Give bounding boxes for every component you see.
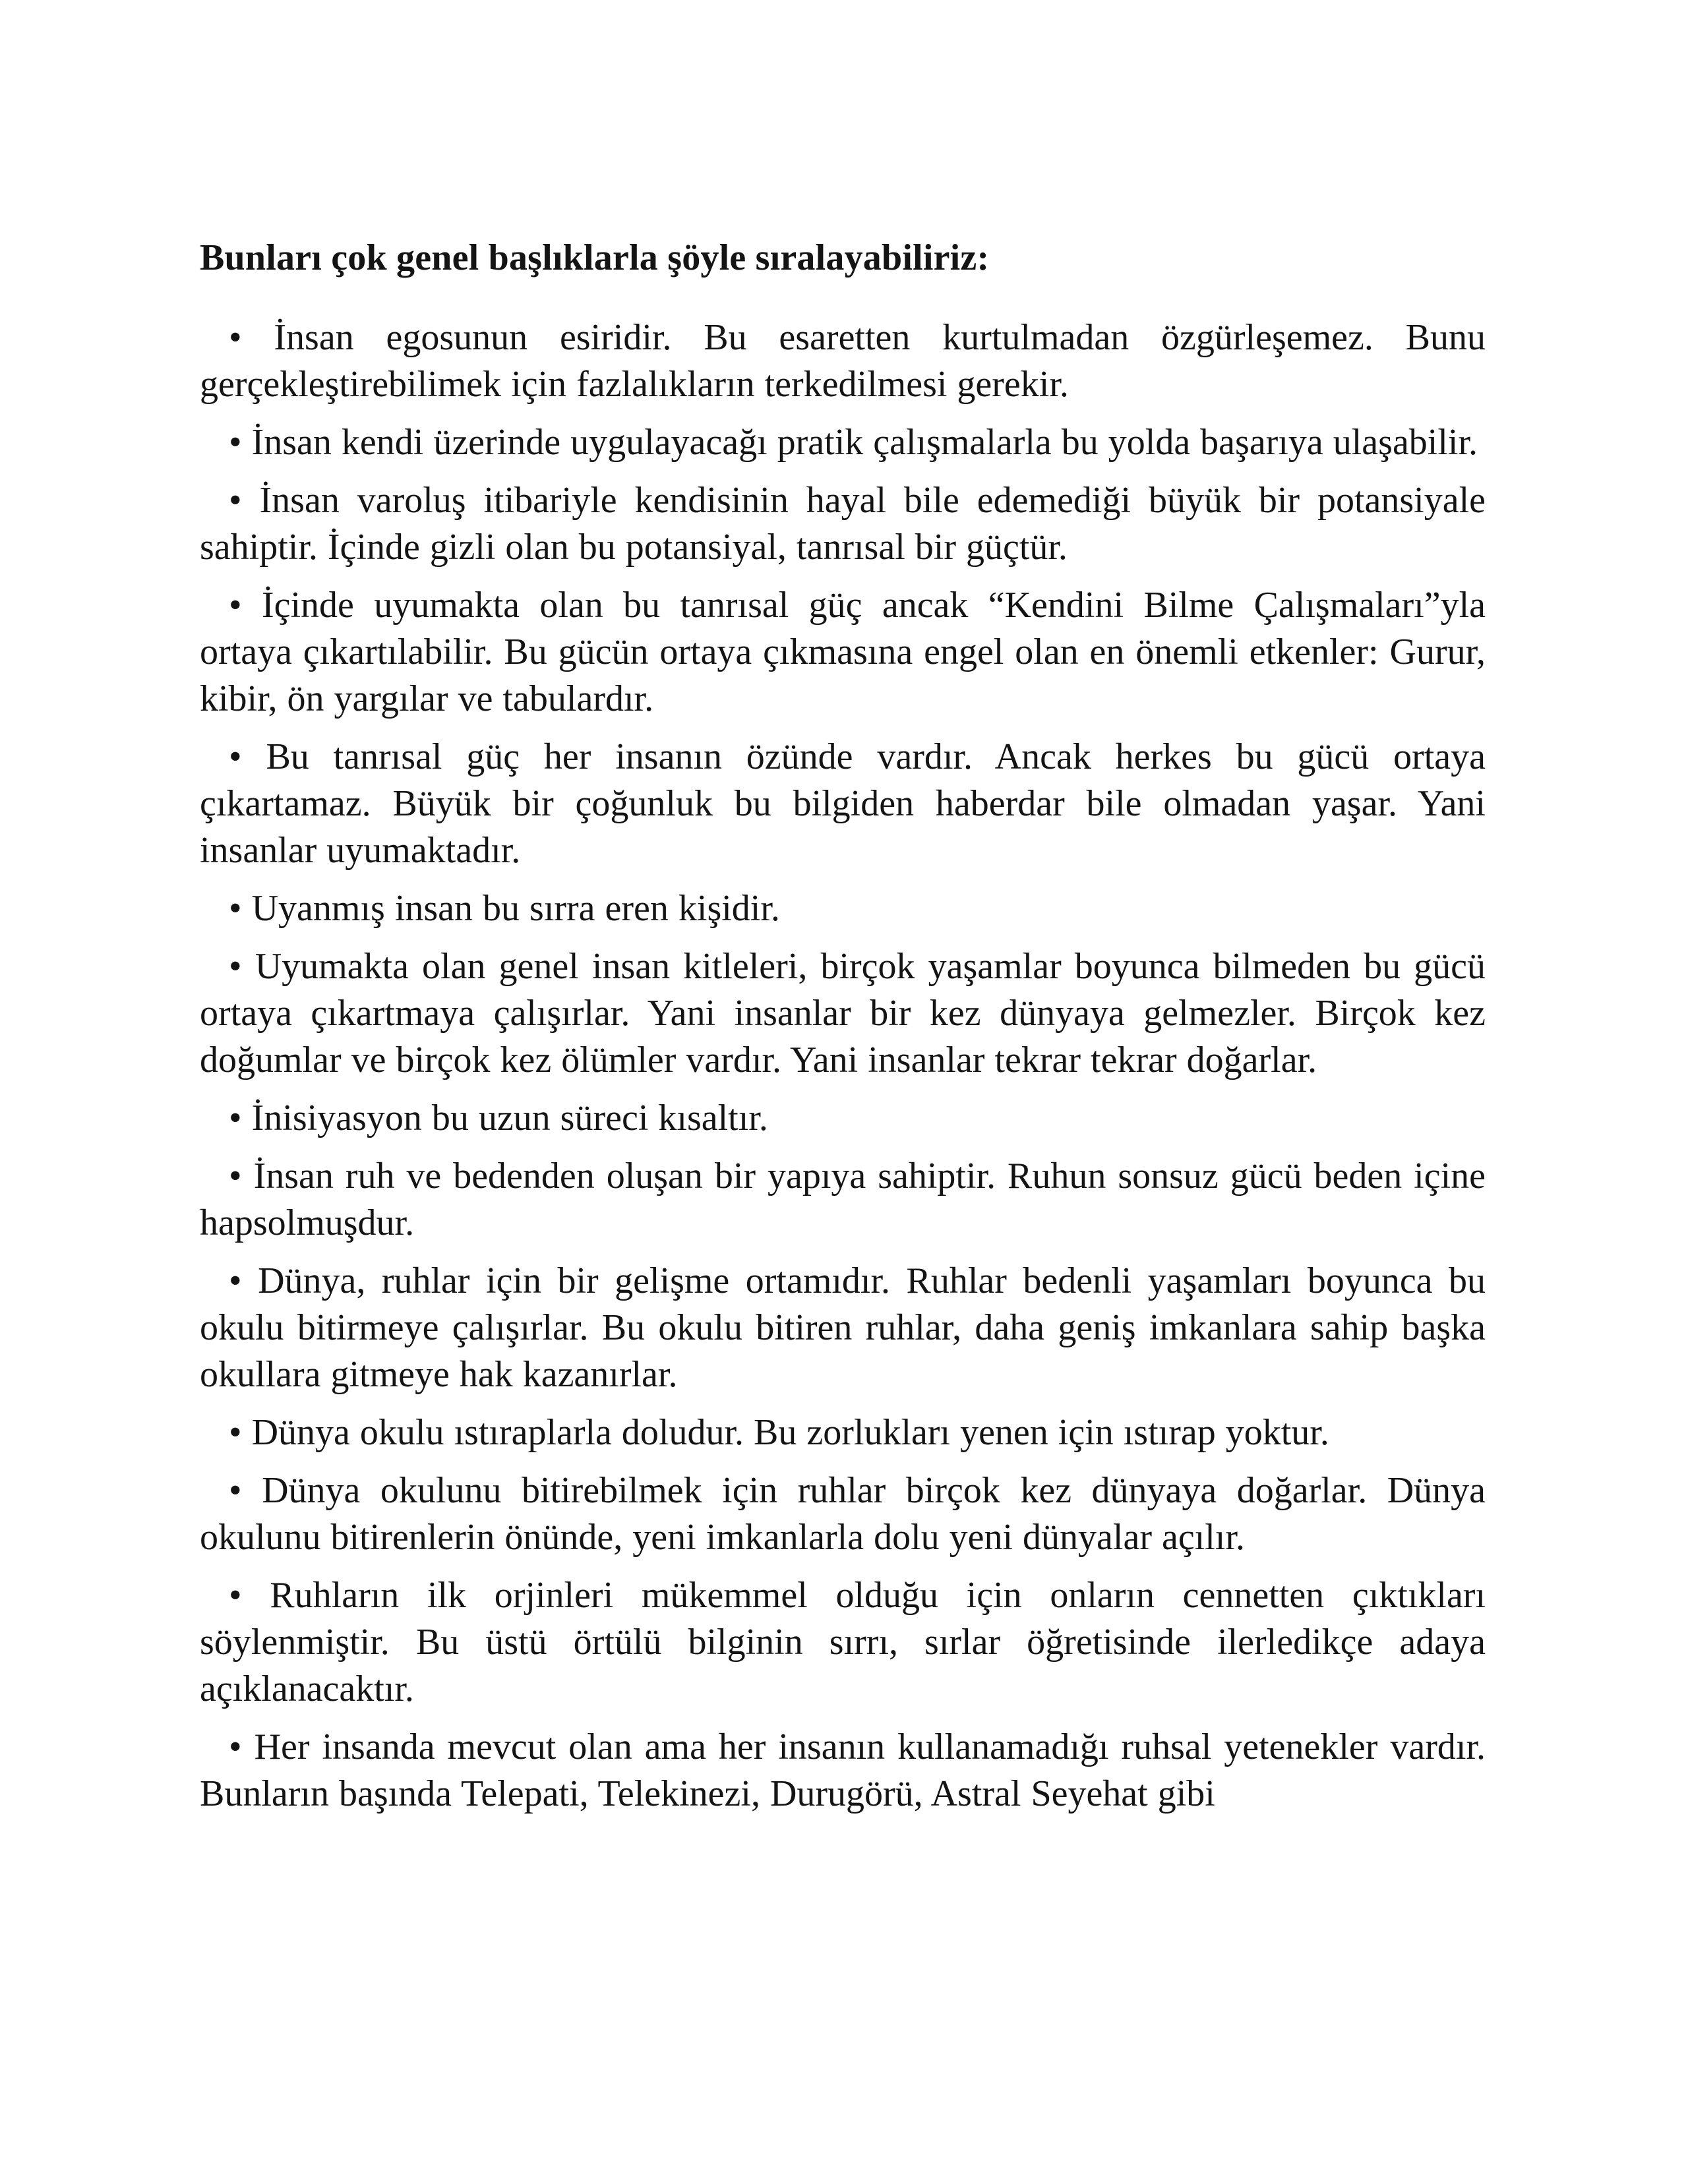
bullet-icon: • — [229, 736, 242, 777]
list-item-text: İnisiyasyon bu uzun süreci kısaltır. — [251, 1098, 768, 1138]
list-item-text: Her insanda mevcut olan ama her insanın kullanamadığı ruhsal yetenekler vardır. Bunların başında Telepati, Telekinezi, Durugörü, Astral Seyehat gibi — [200, 1727, 1486, 1814]
bullet-icon: • — [229, 1156, 242, 1196]
list-item-text: Dünya, ruhlar için bir gelişme ortamıdır. Ruhlar bedenli yaşamları boyunca bu okulu bitirmeye çalışırlar. Bu okulu bitiren ruhlar, daha geniş imkanlara sahip başka okullara gitmeye hak kazanırlar. — [200, 1260, 1486, 1395]
list-item — [200, 1095, 1486, 1142]
bullet-icon: • — [229, 1412, 242, 1453]
list-item — [200, 1153, 1486, 1247]
bullet-icon: • — [229, 888, 242, 929]
list-item-text: İçinde uyumakta olan bu tanrısal güç ancak “Kendini Bilme Çalışmaları”yla ortaya çıkartılabilir. Bu gücün ortaya çıkmasına engel olan en önemli etkenler: Gurur, kibir, ön yargılar ve tabulardır. — [200, 585, 1486, 719]
list-item-text: Dünya okulunu bitirebilmek için ruhlar birçok kez dünyaya doğarlar. Dünya okulunu bitirenlerin önünde, yeni imkanlarla dolu yeni dünyalar açılır. — [200, 1470, 1486, 1558]
list-item — [200, 1409, 1486, 1456]
list-item — [200, 477, 1486, 571]
list-item — [200, 1258, 1486, 1398]
bullet-list — [200, 314, 1486, 1817]
bullet-icon: • — [229, 317, 242, 358]
bullet-icon: • — [229, 1727, 242, 1767]
bullet-icon: • — [229, 1260, 242, 1301]
list-item — [200, 734, 1486, 874]
list-item-text: İnsan egosunun esiridir. Bu esaretten kurtulmadan özgürleşemez. Bunu gerçekleştirebilimek için fazlalıkların terkedilmesi gerekir. — [200, 317, 1486, 405]
list-item — [200, 885, 1486, 932]
list-item-text: Uyumakta olan genel insan kitleleri, birçok yaşamlar boyunca bilmeden bu gücü ortaya çıkartmaya çalışırlar. Yani insanlar bir kez dünyaya gelmezler. Birçok kez doğumlar ve birçok kez ölümler vardır. Yani insanlar tekrar tekrar doğarlar. — [200, 946, 1486, 1080]
list-item — [200, 1572, 1486, 1713]
section-heading: Bunları çok genel başlıklarla şöyle sıralayabiliriz: — [200, 237, 990, 278]
bullet-icon: • — [229, 1098, 242, 1138]
list-item — [200, 943, 1486, 1084]
list-item-text: Dünya okulu ıstıraplarla doludur. Bu zorlukları yenen için ıstırap yoktur. — [251, 1412, 1329, 1453]
list-item — [200, 419, 1486, 466]
bullet-icon: • — [229, 585, 242, 626]
list-item-text: İnsan ruh ve bedenden oluşan bir yapıya sahiptir. Ruhun sonsuz gücü beden içine hapsolmuşdur. — [200, 1156, 1486, 1243]
list-item — [200, 1467, 1486, 1561]
list-item-text: Ruhların ilk orjinleri mükemmel olduğu için onların cennetten çıktıkları söylenmiştir. Bu üstü örtülü bilginin sırrı, sırlar öğretisinde ilerledikçe adaya açıklanacaktır. — [200, 1575, 1486, 1709]
list-item-text: İnsan varoluş itibariyle kendisinin hayal bile edemediği büyük bir potansiyale sahiptir. İçinde gizli olan bu potansiyal, tanrısal bir güçtür. — [200, 480, 1486, 568]
list-item — [200, 582, 1486, 723]
bullet-icon: • — [229, 1575, 242, 1616]
list-item-text: İnsan kendi üzerinde uygulayacağı pratik çalışmalarla bu yolda başarıya ulaşabilir. — [251, 422, 1478, 463]
list-item — [200, 1724, 1486, 1817]
page-content — [200, 234, 1486, 1829]
list-item-text: Bu tanrısal güç her insanın özünde vardır. Ancak herkes bu gücü ortaya çıkartamaz. Büyük bir çoğunluk bu bilgiden haberdar bile olmadan yaşar. Yani insanlar uyumaktadır. — [200, 736, 1486, 871]
list-item-text: Uyanmış insan bu sırra eren kişidir. — [251, 888, 780, 929]
bullet-icon: • — [229, 422, 242, 463]
bullet-icon: • — [229, 480, 242, 521]
bullet-icon: • — [229, 1470, 242, 1511]
bullet-icon: • — [229, 946, 242, 987]
list-item — [200, 314, 1486, 408]
